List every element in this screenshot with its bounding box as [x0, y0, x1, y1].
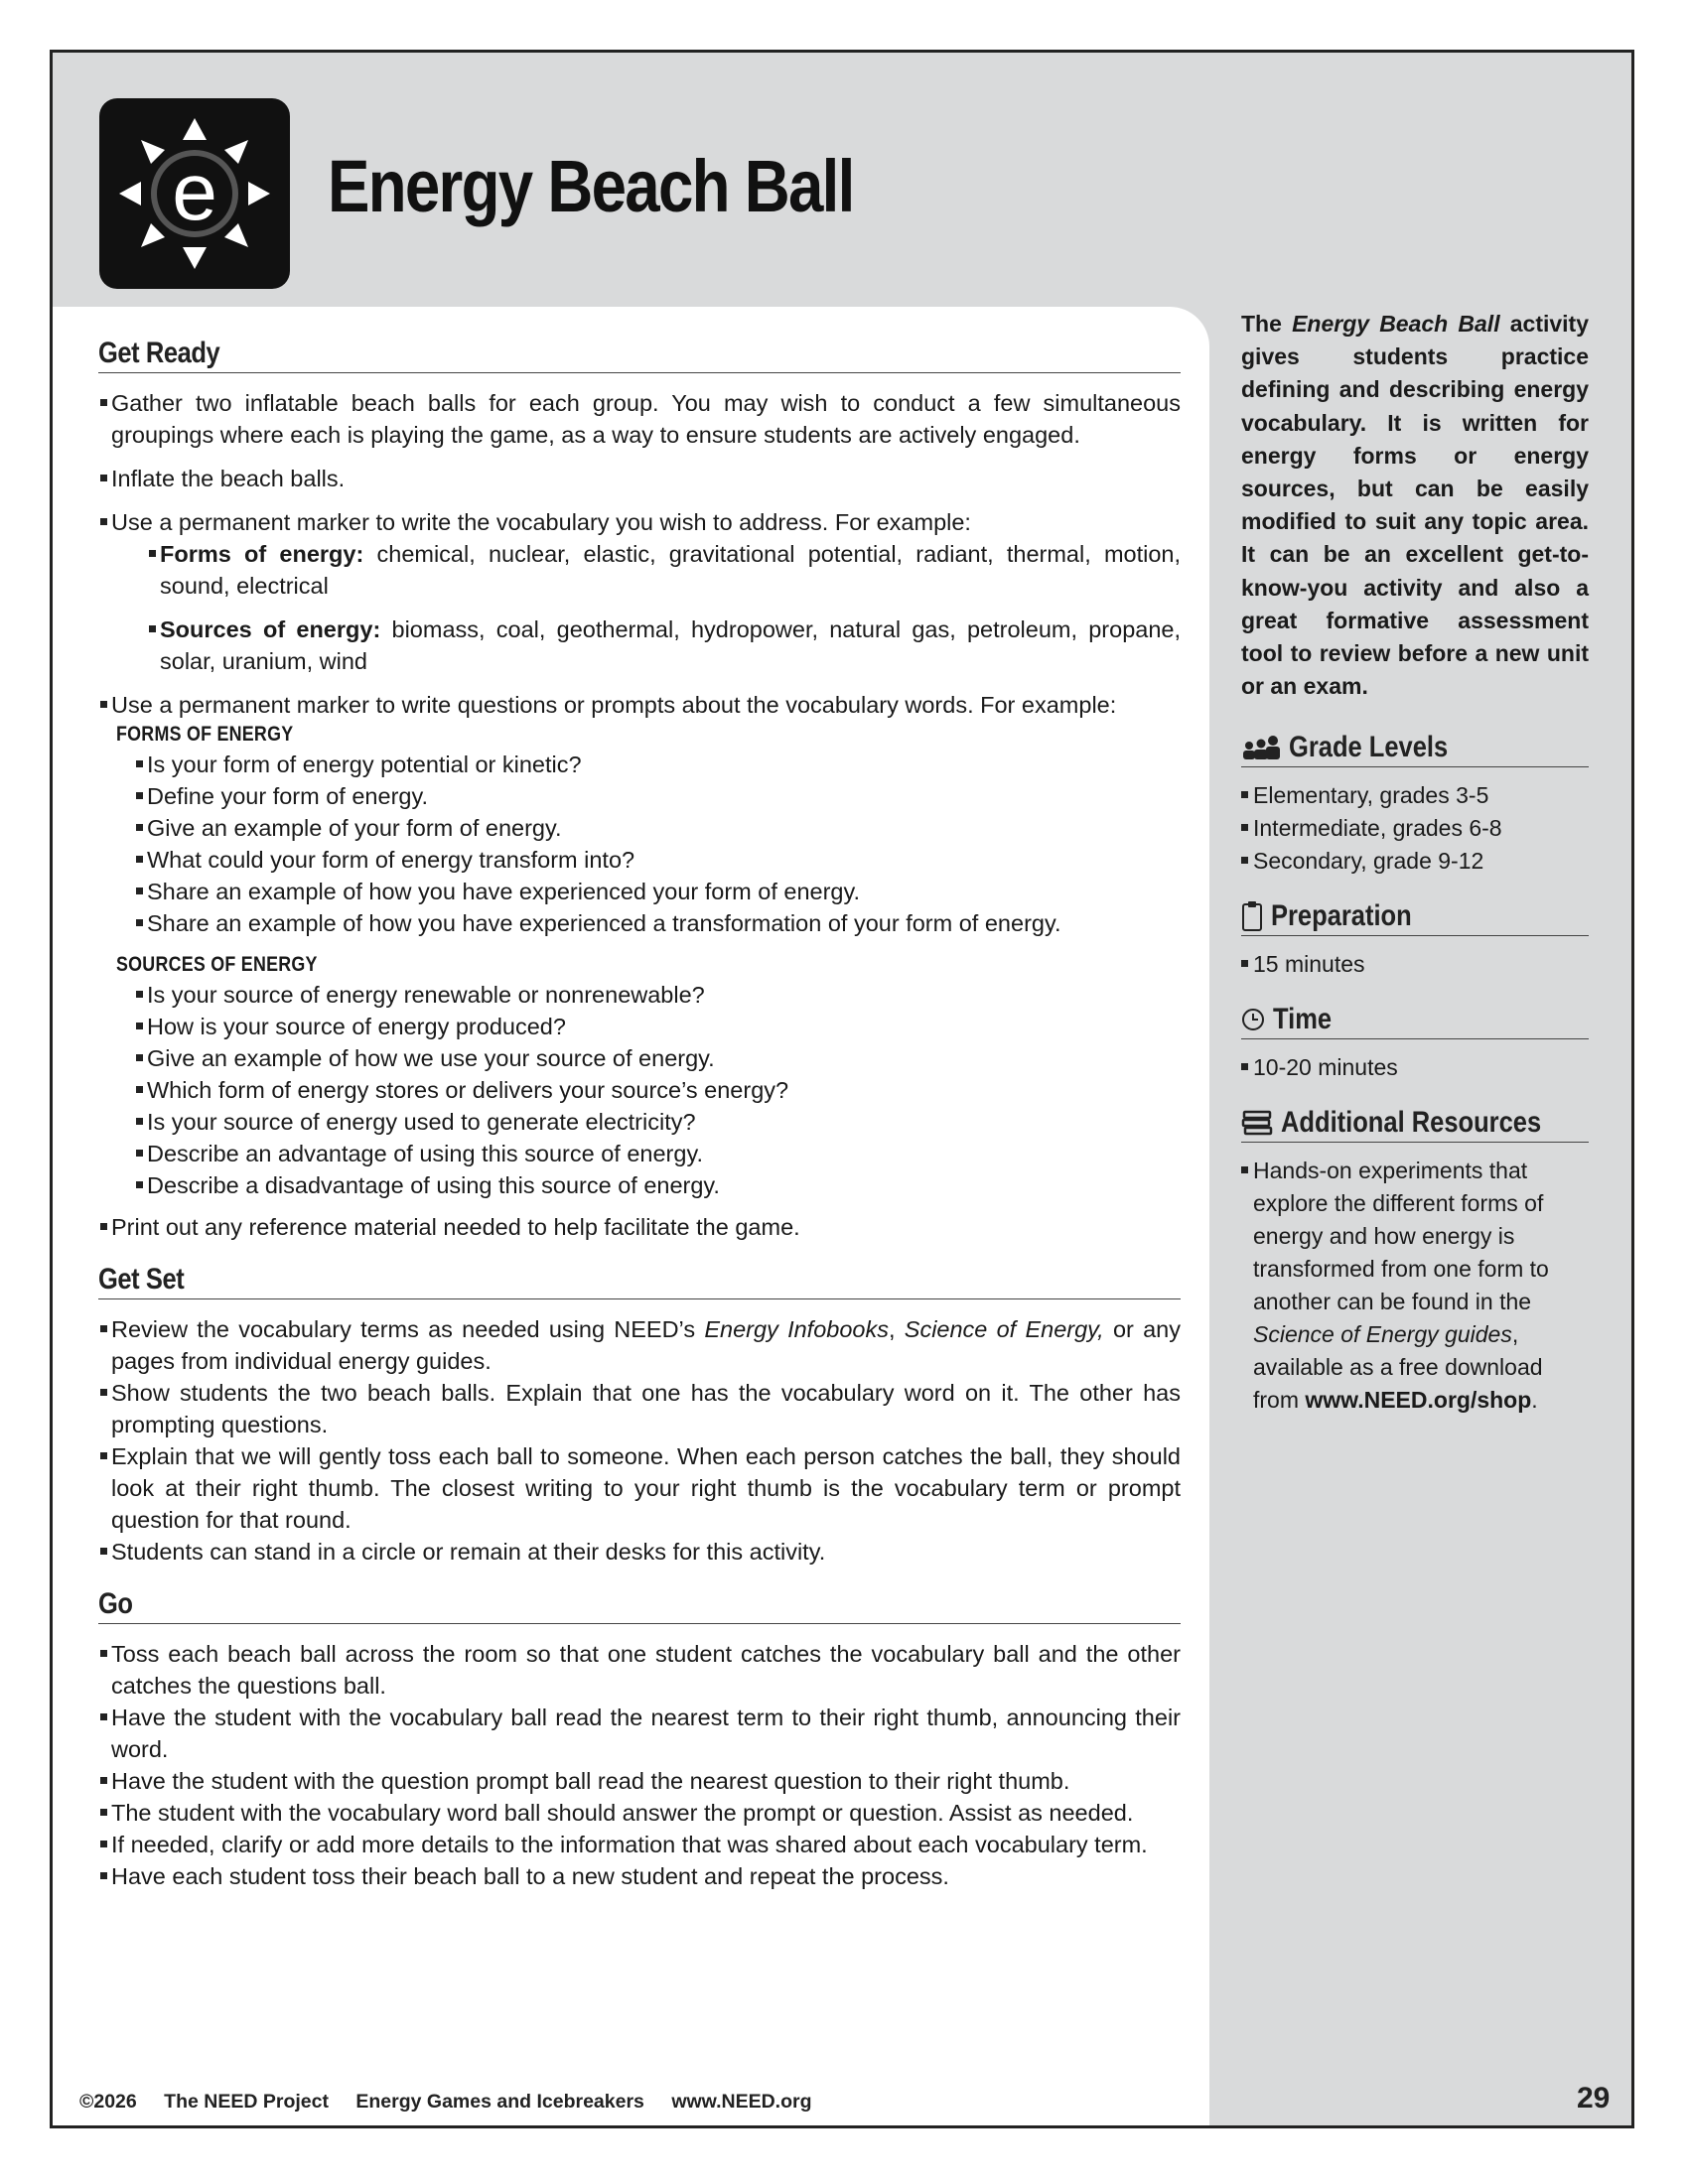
sidebar [1241, 308, 1589, 1417]
list-item: Share an example of how you have experienced a transformation of your form of energy. [134, 907, 1181, 939]
list-item: What could your form of energy transform into? [134, 844, 1181, 876]
footer [79, 2091, 834, 2114]
clipboard-icon [1241, 900, 1263, 932]
get-ready-list [98, 387, 1181, 721]
list-item: Hands-on experiments that explore the different forms of energy and how energy is transformed from one form to another can be found in the Science of Energy guides, available as a free download from www.NEED.org/shop. [1241, 1155, 1589, 1417]
copyright: ©2026 [79, 2091, 137, 2113]
forms-of-energy-heading: FORMS OF ENERGY [116, 723, 294, 746]
list-item: Is your source of energy used to generate electricity? [134, 1106, 1181, 1138]
books-icon [1241, 1109, 1273, 1137]
people-icon [1241, 735, 1281, 760]
list-item: Have the student with the question prompt ball read the nearest question to their right thumb. [98, 1765, 1181, 1797]
list-item: Have the student with the vocabulary ball read the nearest term to their right thumb, announcing their word. [98, 1702, 1181, 1765]
footer-book: Energy Games and Icebreakers [355, 2091, 644, 2113]
sources-of-energy-heading: SOURCES OF ENERGY [116, 953, 318, 976]
page-number: 29 [1577, 2082, 1611, 2115]
list-item: Print out any reference material needed to help facilitate the game. [98, 1211, 1181, 1243]
list-item: Describe a disadvantage of using this source of energy. [134, 1169, 1181, 1201]
preparation-heading: Preparation [1241, 899, 1589, 936]
main-content [98, 337, 1181, 1892]
list-item: 15 minutes [1241, 948, 1589, 981]
preparation-list [1241, 948, 1589, 981]
list-item: Is your source of energy renewable or nonrenewable? [134, 979, 1181, 1011]
list-item: Forms of energy: chemical, nuclear, elastic, gravitational potential, radiant, thermal, motion, sound, electrical [147, 538, 1181, 602]
list-item: If needed, clarify or add more details to the information that was shared about each vocabulary term. [98, 1829, 1181, 1860]
grade-levels-list [1241, 779, 1589, 878]
list-item: Sources of energy: biomass, coal, geothermal, hydropower, natural gas, petroleum, propane, solar, uranium, wind [147, 614, 1181, 677]
main-panel [53, 307, 1209, 2125]
list-item: Use a permanent marker to write questions or prompts about the vocabulary words. For example: [98, 689, 1181, 721]
need-logo [99, 98, 290, 289]
additional-resources-heading: Additional Resources [1241, 1106, 1589, 1143]
vocab-sublist [147, 538, 1181, 677]
grade-levels-heading: Grade Levels [1241, 731, 1589, 767]
get-ready-final [98, 1211, 1181, 1243]
list-item: Intermediate, grades 6-8 [1241, 812, 1589, 845]
list-item: Students can stand in a circle or remain at their desks for this activity. [98, 1536, 1181, 1568]
list-item: Inflate the beach balls. [98, 463, 1181, 494]
list-item: Give an example of your form of energy. [134, 812, 1181, 844]
time-list [1241, 1051, 1589, 1084]
footer-url[interactable]: www.NEED.org [671, 2091, 812, 2113]
list-item: The student with the vocabulary word ball should answer the prompt or question. Assist as needed. [98, 1797, 1181, 1829]
sources-questions-list [134, 979, 1181, 1201]
list-item: Describe an advantage of using this source of energy. [134, 1138, 1181, 1169]
logo-letter: e [172, 147, 217, 237]
list-item: Use a permanent marker to write the vocabulary you wish to address. For example: Forms of energy: chemical, nuclear, elastic, gravitational potential, radiant, thermal, motion, sound, electrical Sources of energy: biomass, coal, geothermal, hydropower, natural gas, petroleum, propane, solar, uranium, wind [98, 506, 1181, 677]
sidebar-intro: The Energy Beach Ball activity gives students practice defining and describing energy vocabulary. It is written for energy forms or energy sources, but can be easily modified to suit any topic area. It can be an excellent get-to-know-you activity and also a great formative assessment tool to review before a new unit or an exam. [1241, 311, 1590, 700]
list-item: Have each student toss their beach ball to a new student and repeat the process. [98, 1860, 1181, 1892]
get-set-heading: Get Set [98, 1263, 1181, 1299]
need-shop-link[interactable]: www.NEED.org/shop [1305, 1387, 1532, 1414]
list-item: Elementary, grades 3-5 [1241, 779, 1589, 812]
list-item: Is your form of energy potential or kinetic? [134, 749, 1181, 780]
list-item: Explain that we will gently toss each ball to someone. When each person catches the ball, they should look at their right thumb. The closest writing to your right thumb is the vocabulary term or prompt question for that round. [98, 1440, 1181, 1536]
time-heading: Time [1241, 1003, 1589, 1039]
list-item: Review the vocabulary terms as needed using NEED’s Energy Infobooks, Science of Energy, or any pages from individual energy guides. [98, 1313, 1181, 1377]
go-heading: Go [98, 1587, 1181, 1624]
list-item: Define your form of energy. [134, 780, 1181, 812]
list-item: Secondary, grade 9-12 [1241, 845, 1589, 878]
list-item: Toss each beach ball across the room so that one student catches the vocabulary ball and the other catches the questions ball. [98, 1638, 1181, 1702]
footer-org: The NEED Project [164, 2091, 329, 2113]
list-item: Gather two inflatable beach balls for each group. You may wish to conduct a few simultaneous groupings where each is playing the game, as a way to ensure students are actively engaged. [98, 387, 1181, 451]
get-ready-heading: Get Ready [98, 337, 1181, 373]
page-title: Energy Beach Ball [328, 145, 854, 227]
list-item: Which form of energy stores or delivers your source’s energy? [134, 1074, 1181, 1106]
list-item: Give an example of how we use your source of energy. [134, 1042, 1181, 1074]
get-set-list [98, 1313, 1181, 1568]
go-list [98, 1638, 1181, 1892]
list-item: 10-20 minutes [1241, 1051, 1589, 1084]
clock-icon [1241, 1008, 1265, 1031]
resources-list [1241, 1155, 1589, 1417]
list-item: How is your source of energy produced? [134, 1011, 1181, 1042]
forms-questions-list [134, 749, 1181, 939]
list-item: Share an example of how you have experienced your form of energy. [134, 876, 1181, 907]
sun-e-icon [99, 98, 290, 289]
list-item: Show students the two beach balls. Explain that one has the vocabulary word on it. The other has prompting questions. [98, 1377, 1181, 1440]
